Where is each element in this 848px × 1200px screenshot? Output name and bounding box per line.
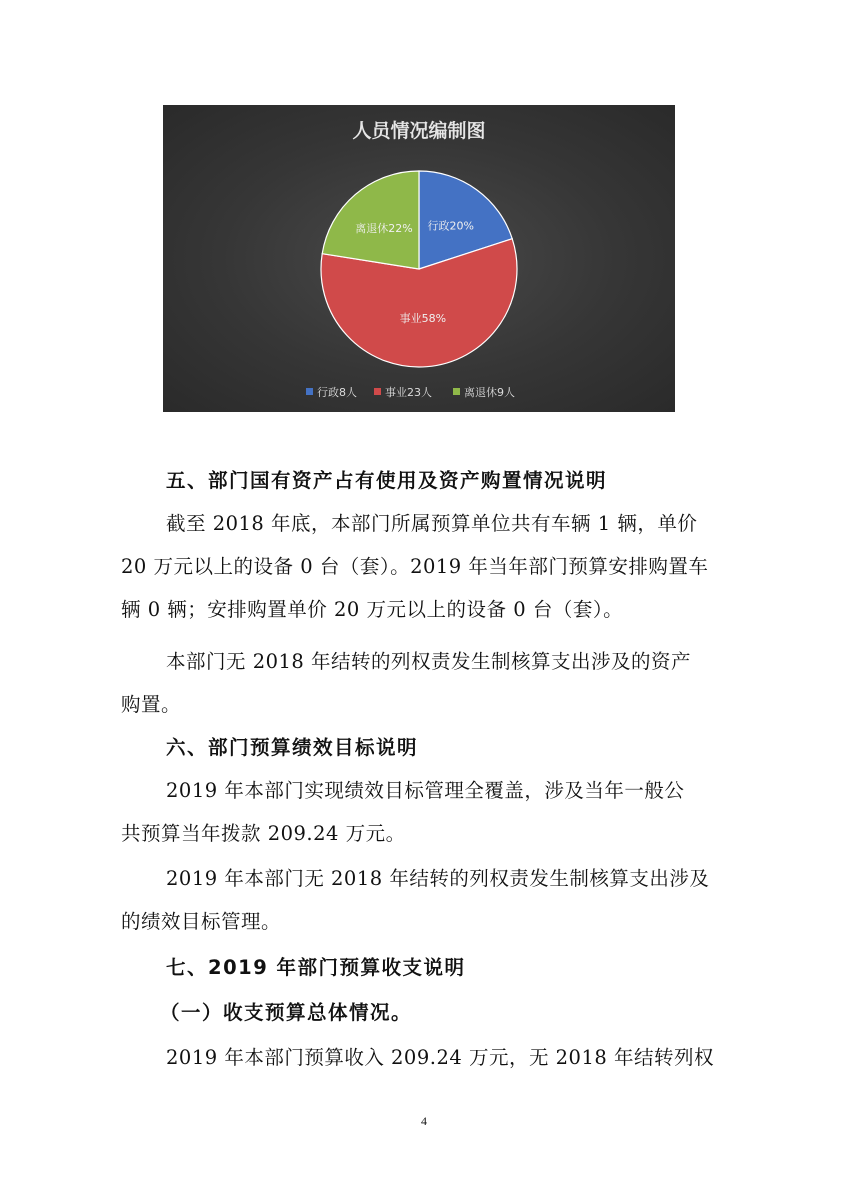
- section-heading-6: 六、部门预算绩效目标说明: [166, 736, 419, 759]
- paragraph-line: 购置。: [121, 693, 182, 716]
- pie-chart: [163, 105, 675, 412]
- chart-title: 人员情况编制图: [352, 120, 486, 142]
- paragraph-line: 20 万元以上的设备 0 台（套）。2019 年当年部门预算安排购置车: [121, 555, 709, 578]
- subsection-heading: （一）收支预算总体情况。: [160, 1001, 413, 1024]
- slice-label-1: 事业58%: [399, 311, 447, 325]
- slice-label-0: 行政20%: [427, 219, 474, 233]
- paragraph-line: 截至 2018 年底，本部门所属预算单位共有车辆 1 辆，单价: [166, 512, 698, 535]
- legend-swatch-0: [306, 388, 313, 395]
- section-heading-5: 五、部门国有资产占有使用及资产购置情况说明: [166, 469, 608, 492]
- legend-swatch-2: [453, 388, 460, 395]
- paragraph-line: 共预算当年拨款 209.24 万元。: [121, 822, 406, 845]
- paragraph-line: 2019 年本部门无 2018 年结转的列权责发生制核算支出涉及: [166, 867, 710, 890]
- pie-chart-svg: [163, 105, 675, 412]
- paragraph-line: 2019 年本部门实现绩效目标管理全覆盖，涉及当年一般公: [166, 779, 685, 802]
- paragraph-line: 本部门无 2018 年结转的列权责发生制核算支出涉及的资产: [166, 650, 692, 673]
- legend-label-2: 离退休9人: [464, 386, 515, 399]
- section-heading-7: 七、2019 年部门预算收支说明: [166, 956, 466, 979]
- legend-swatch-1: [374, 388, 381, 395]
- paragraph-line: 2019 年本部门预算收入 209.24 万元，无 2018 年结转列权: [166, 1046, 714, 1069]
- paragraph-line: 辆 0 辆；安排购置单价 20 万元以上的设备 0 台（套）。: [121, 598, 624, 621]
- page-number: 4: [421, 1114, 427, 1128]
- legend-label-0: 行政8人: [317, 386, 357, 399]
- pie-slice-2: [322, 171, 419, 269]
- paragraph-line: 的绩效目标管理。: [121, 910, 282, 933]
- slice-label-2: 离退休22%: [355, 222, 413, 236]
- legend-label-1: 事业23人: [385, 386, 432, 399]
